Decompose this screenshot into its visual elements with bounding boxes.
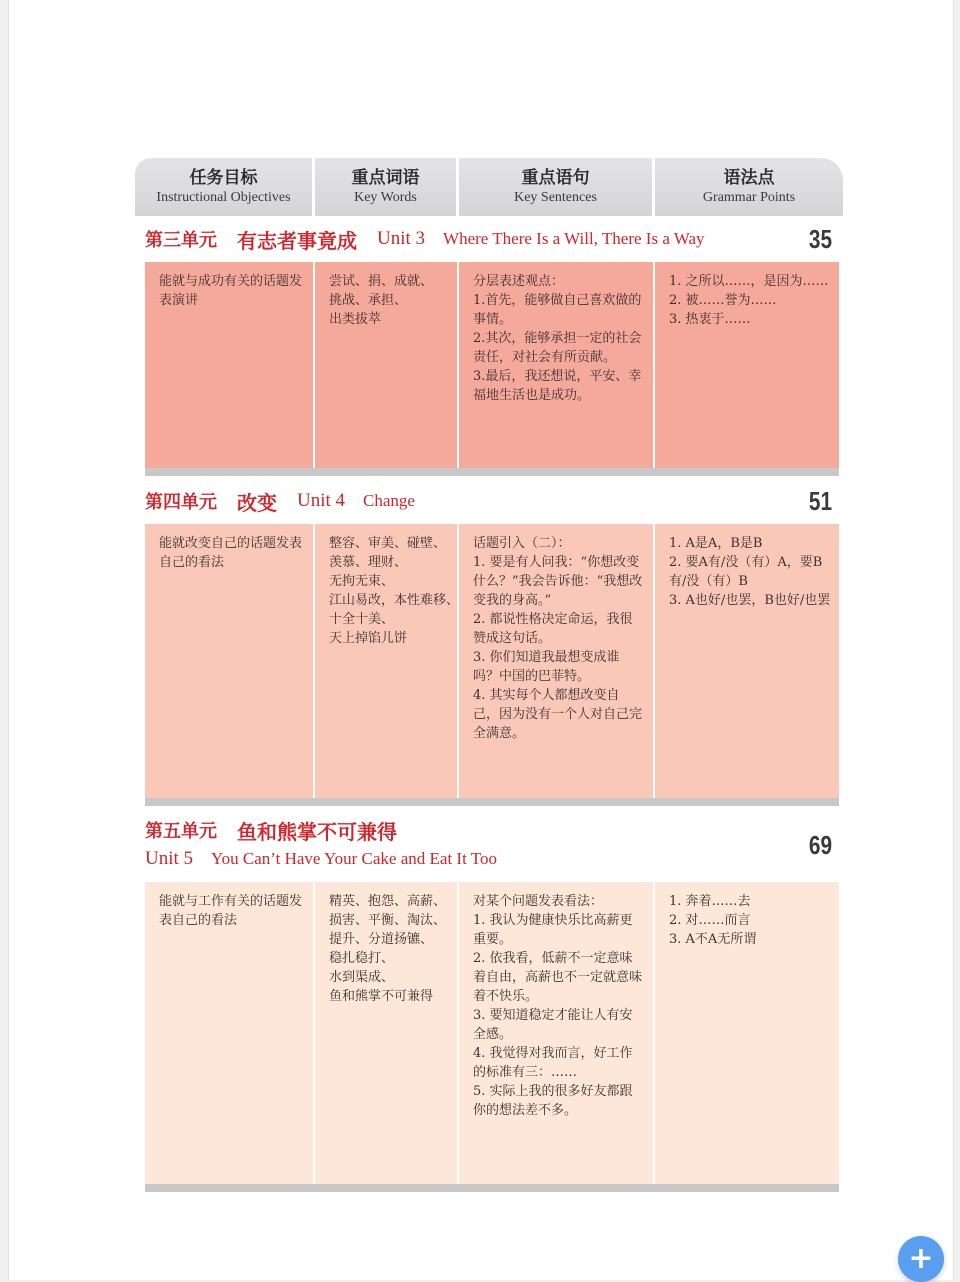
unit5-word-line: 提升、分道扬镳、 [329, 932, 434, 947]
unit4-title [145, 480, 839, 522]
unit5-sentence-text: 我觉得对我而言，好工作的标准有三：…… [473, 1046, 633, 1080]
unit4-sentence-item [473, 648, 645, 686]
unit5-grammar-item [669, 930, 831, 949]
unit5-grammar-num: 1. [669, 894, 682, 909]
unit5-grammar-text: A不A无所谓 [685, 932, 757, 947]
unit4-sentence-text: 要是有人问我：“你想改变什么？”我会告诉他：“我想改变我的身高。” [473, 555, 643, 608]
header-sentences-en: Key Sentences [514, 190, 597, 205]
unit3-objective-text: 能就与成功有关的话题发表演讲 [159, 274, 303, 308]
unit5-sentence-item [473, 1006, 645, 1044]
unit4-grammar-text: A是A，B是B [685, 536, 763, 551]
unit3-sentence-text: 首先，能够做自己喜欢做的事情。 [473, 293, 642, 327]
unit5-sentence-item [473, 1082, 645, 1120]
plus-icon: + [908, 1241, 934, 1276]
add-button[interactable] [898, 1236, 944, 1282]
unit5-row [145, 882, 839, 1184]
unit5-divider [145, 1184, 839, 1192]
unit5-sentence-num: 5. [473, 1084, 486, 1099]
unit5-sentence-text: 实际上我的很多好友都跟你的想法差不多。 [473, 1084, 633, 1118]
unit3-grammar-item [669, 291, 831, 310]
unit4-word-line: 羡慕、理财、 [329, 555, 408, 570]
unit3-objective [145, 262, 315, 468]
textbook-page [135, 158, 843, 1194]
unit5-sentence-item [473, 1044, 645, 1082]
header-grammar-en: Grammar Points [702, 190, 796, 205]
unit3-sentence-num: 2. [473, 331, 486, 346]
unit4-objective-text: 能就改变自己的话题发表自己的看法 [159, 536, 303, 570]
unit5-grammar-text: 对……而言 [685, 913, 751, 928]
unit5-sentence-num: 1. [473, 913, 486, 928]
unit5-keywords [315, 882, 459, 1184]
header-keywords-zh: 重点词语 [351, 168, 420, 188]
unit5-title-line1 [145, 815, 417, 845]
unit3-grammar-num: 1. [669, 274, 682, 289]
unit5-word-line: 鱼和熊掌不可兼得 [329, 989, 434, 1004]
unit5-grammar-item [669, 892, 831, 911]
unit3-grammar-text: 之所以……，是因为…… [685, 274, 829, 289]
unit5-label: 第五单元 [145, 821, 217, 842]
unit4-page-number[interactable]: 51 [808, 485, 833, 516]
unit3-page-number[interactable]: 35 [808, 223, 833, 254]
unit4-word-line: 整容、审美、碰壁、 [329, 536, 447, 551]
unit4-name: 改变 [237, 490, 277, 515]
unit3-divider [145, 468, 839, 476]
unit3-row [145, 262, 839, 468]
unit3-sentence-num: 1. [473, 293, 486, 308]
unit5-sentence-text: 要知道稳定才能让人有安全感。 [473, 1008, 633, 1042]
unit5-title-line2 [145, 845, 497, 873]
unit5-name: 鱼和熊掌不可兼得 [237, 819, 397, 844]
unit4-keywords [315, 524, 459, 798]
unit3-title [145, 218, 839, 260]
unit3-label: 第三单元 [145, 230, 217, 251]
header-objectives-en: Instructional Objectives [156, 190, 291, 205]
unit4-sentence-num: 4. [473, 688, 486, 703]
unit4-grammar-num: 3. [669, 593, 682, 608]
unit5-sentences [459, 882, 655, 1184]
unit4-word-line: 天上掉馅儿饼 [329, 631, 408, 646]
unit5-en: Unit 5 [145, 848, 194, 869]
unit4-sentences-intro: 话题引入（二）： [473, 536, 571, 551]
header-keywords [315, 158, 459, 216]
unit4-sentences [459, 524, 655, 798]
unit5-grammar [655, 882, 839, 1184]
unit5-sentence-text: 我认为健康快乐比高薪更重要。 [473, 913, 633, 947]
unit5-grammar-item [669, 911, 831, 930]
unit3-subtitle: Where There Is a Will, There Is a Way [443, 229, 705, 248]
header-sentences [459, 158, 655, 216]
unit4-sentence-num: 2. [473, 612, 486, 627]
unit4-word-line: 无拘无束、 [329, 574, 395, 589]
unit5-sentence-text: 依我看，低薪不一定意味着自由，高薪也不一定就意味着不快乐。 [473, 951, 643, 1004]
unit3-keywords [315, 262, 459, 468]
unit5-sentence-num: 4. [473, 1046, 486, 1061]
unit5-word-line: 损害、平衡、淘汰、 [329, 913, 447, 928]
unit3-sentences [459, 262, 655, 468]
header-sentences-zh: 重点语句 [521, 168, 590, 188]
header-grammar [655, 158, 843, 216]
unit3-sentence-text: 最后，我还想说，平安、幸福地生活也是成功。 [473, 369, 642, 403]
unit4-word-line: 十全十美、 [329, 612, 395, 627]
unit3-sentence-item [473, 329, 645, 367]
unit5-grammar-num: 3. [669, 932, 682, 947]
unit5-objective [145, 882, 315, 1184]
unit4-grammar-num: 1. [669, 536, 682, 551]
unit5-sentence-item [473, 911, 645, 949]
unit3-grammar-item [669, 310, 831, 329]
unit3-grammar-text: 被……誉为…… [685, 293, 777, 308]
unit4-label: 第四单元 [145, 492, 217, 513]
unit4-sentence-num: 1. [473, 555, 486, 570]
header-objectives-zh: 任务目标 [189, 168, 258, 188]
unit5-subtitle: You Can’t Have Your Cake and Eat It Too [211, 849, 497, 868]
header-grammar-zh: 语法点 [723, 168, 775, 188]
unit3-sentence-text: 其次，能够承担一定的社会责任，对社会有所贡献。 [473, 331, 642, 365]
unit5-sentence-item [473, 949, 645, 1006]
unit3-word-line: 尝试、捐、成就、 [329, 274, 434, 289]
unit5-grammar-num: 2. [669, 913, 682, 928]
header-objectives [135, 158, 315, 216]
unit4-sentence-text: 都说性格决定命运，我很赞成这句话。 [473, 612, 633, 646]
unit5-grammar-text: 奔着……去 [685, 894, 751, 909]
unit3-grammar-item [669, 272, 831, 291]
unit4-grammar-item [669, 591, 831, 610]
unit4-sentence-text: 其实每个人都想改变自己，因为没有一个人对自己完全满意。 [473, 688, 643, 741]
unit4-grammar-text: A也好/也罢，B也好/也罢 [685, 593, 831, 608]
unit4-sentence-num: 3. [473, 650, 486, 665]
unit3-sentence-num: 3. [473, 369, 486, 384]
unit5-word-line: 稳扎稳打、 [329, 951, 395, 966]
unit3-grammar-num: 2. [669, 293, 682, 308]
unit4-grammar-item [669, 553, 831, 591]
table-header [135, 158, 843, 216]
document-viewer[interactable] [8, 0, 954, 1280]
unit5-sentences-intro: 对某个问题发表看法： [473, 894, 604, 909]
unit4-objective [145, 524, 315, 798]
unit3-sentences-intro: 分层表述观点： [473, 274, 565, 289]
unit4-row [145, 524, 839, 798]
unit4-sentence-item [473, 686, 645, 743]
unit4-grammar-text: 要A有/没（有）A，要B有/没（有）B [669, 555, 823, 589]
header-keywords-en: Key Words [354, 190, 417, 205]
unit5-sentence-num: 2. [473, 951, 486, 966]
unit3-sentence-item [473, 291, 645, 329]
unit4-en: Unit 4 [297, 490, 346, 511]
unit4-grammar [655, 524, 839, 798]
unit5-word-line: 精英、抱怨、高薪、 [329, 894, 447, 909]
unit4-sentence-item [473, 610, 645, 648]
unit5-title [145, 814, 839, 874]
unit4-sentence-text: 你们知道我最想变成谁吗？中国的巴菲特。 [473, 650, 620, 684]
unit5-page-number[interactable]: 69 [808, 830, 833, 860]
unit3-sentence-item [473, 367, 645, 405]
unit3-name: 有志者事竟成 [237, 228, 357, 253]
unit5-word-line: 水到渠成、 [329, 970, 395, 985]
unit3-grammar-num: 3. [669, 312, 682, 327]
unit3-en: Unit 3 [377, 228, 426, 249]
unit3-grammar [655, 262, 839, 468]
unit3-word-line: 挑战、承担、 [329, 293, 408, 308]
unit3-word-line: 出类拔萃 [329, 312, 382, 327]
unit4-divider [145, 798, 839, 806]
unit5-objective-text: 能就与工作有关的话题发表自己的看法 [159, 894, 303, 928]
unit4-sentence-item [473, 553, 645, 610]
unit4-grammar-num: 2. [669, 555, 682, 570]
unit4-subtitle: Change [363, 491, 415, 510]
unit4-grammar-item [669, 534, 831, 553]
unit3-grammar-text: 热衷于…… [685, 312, 751, 327]
unit5-sentence-num: 3. [473, 1008, 486, 1023]
unit4-word-line: 江山易改，本性难移、 [329, 593, 460, 608]
